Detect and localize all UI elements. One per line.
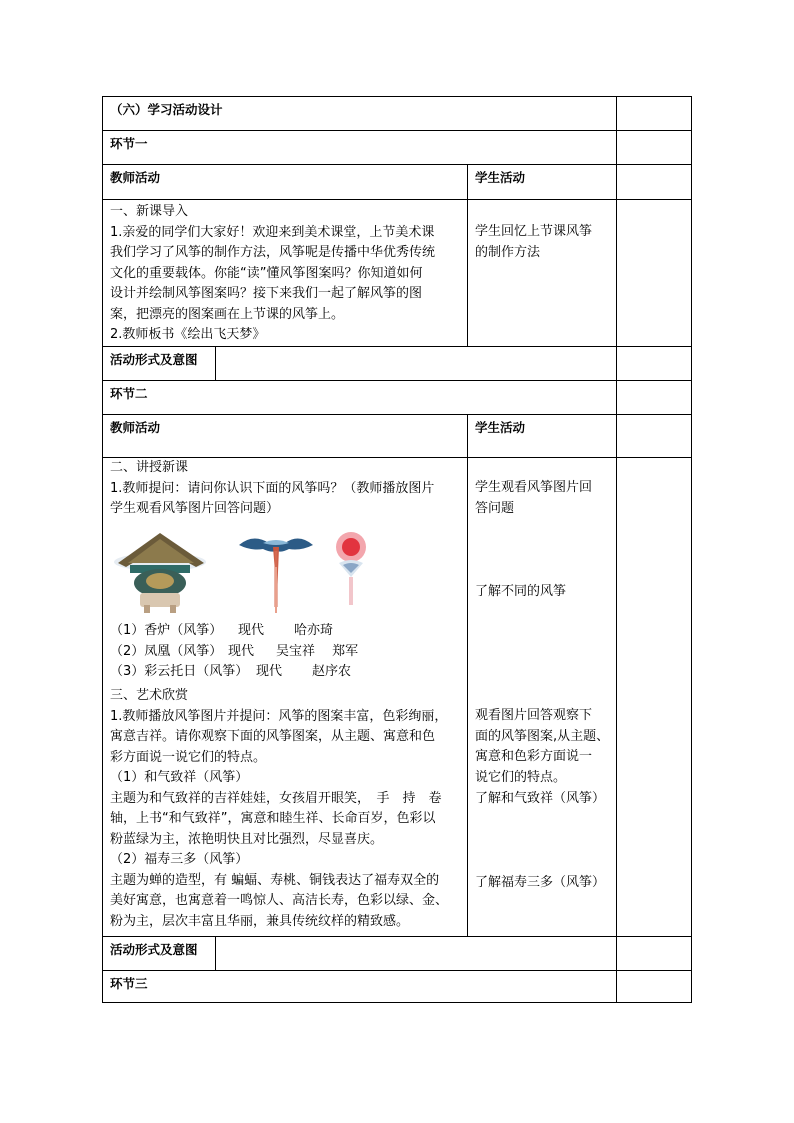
- student-note-understand: 了解不同的风筝: [475, 584, 567, 599]
- text-line: 案，把漂亮的图案画在上节课的风筝上。: [110, 306, 345, 322]
- text-line: 2.教师板书《绘出飞天梦》: [110, 327, 266, 342]
- student-note-fssd: 了解福寿三多（风筝）: [475, 875, 606, 890]
- stage1-student-activity: [468, 200, 616, 346]
- incense-burner-kite-image: [114, 533, 206, 613]
- text-line: 我们学习了风筝的制作方法，风筝呢是传播中华优秀传统: [110, 245, 436, 260]
- text-line: 设计并绘制风筝图案吗？接下来我们一起了解风筝的图: [110, 286, 423, 301]
- text-line: 彩方面说一说它们的特点。: [110, 749, 267, 765]
- stage2-title: 环节二: [110, 386, 148, 401]
- text-line: 粉为主，层次丰富且华丽，兼具传统纹样的精致感。: [110, 913, 410, 929]
- text-line: 学生观看风筝图片回: [475, 480, 593, 495]
- student-note-observe-patterns: [468, 706, 616, 790]
- stage2-form-label: 活动形式及意图: [110, 942, 198, 957]
- phoenix-kite-image: [239, 538, 313, 613]
- text-line: 1.教师提问：请问你认识下面的风筝吗？（教师播放图片: [110, 480, 435, 496]
- section-title: （六）学习活动设计: [110, 102, 223, 117]
- kite-list-item: （2）凤凰（风筝） 现代 吴宝祥 郑军: [110, 643, 359, 659]
- sun-cloud-kite-image: [336, 532, 366, 605]
- text-line: （2）福寿三多（风筝）: [110, 852, 249, 867]
- stage1-teacher-header: 教师活动: [110, 170, 161, 185]
- text-line: 三、艺术欣赏: [110, 688, 189, 703]
- text-line: 轴，上书“和气致祥”，寓意和睦生祥、长命百岁，色彩以: [110, 811, 436, 826]
- text-line: 粉蓝绿为主，浓艳明快且对比强烈，尽显喜庆。: [110, 831, 384, 847]
- kite-list-item: （1）香炉（风筝） 现代 哈亦琦: [110, 623, 334, 638]
- text-line: 主题为和气致祥的吉祥娃娃，女孩眉开眼笑， 手 持 卷: [110, 790, 442, 806]
- text-line: 主题为蝉的造型，有 蝙蝠、寿桃、铜钱表达了福寿双全的: [110, 872, 440, 888]
- kite-list-item: （3）彩云托日（风筝） 现代 赵序农: [110, 664, 352, 679]
- kite-list: [103, 621, 467, 685]
- text-line: 1.教师播放风筝图片并提问：风筝的图案丰富，色彩绚丽，: [110, 708, 448, 724]
- stage2-teacher-header: 教师活动: [110, 420, 161, 435]
- stage1-form-label: 活动形式及意图: [110, 352, 198, 367]
- text-line: 观看图片回答观察下: [475, 708, 593, 723]
- stage1-form-value: [216, 347, 616, 380]
- text-line: 学生回忆上节课风筝: [475, 224, 593, 239]
- text-line: 美好寓意，也寓意着一鸣惊人、高洁长寿，色彩以绿、金、: [110, 893, 449, 908]
- student-note-hqzx: 了解和气致祥（风筝）: [475, 791, 606, 806]
- text-line: 学生观看风筝图片回答问题）: [110, 501, 280, 516]
- stage2-form-value: [216, 937, 616, 970]
- stage1-teacher-activity: [103, 200, 467, 346]
- stage3-title: 环节三: [110, 976, 148, 991]
- student-note-observe-kites: [468, 478, 616, 522]
- text-line: 寓意吉祥。请你观察下面的风筝图案，从主题、寓意和色: [110, 729, 436, 744]
- text-line: 文化的重要载体。你能“读”懂风筝图案吗？你知道如何: [110, 265, 423, 281]
- text-line: 寓意和色彩方面说一: [475, 749, 593, 764]
- stage1-title: 环节一: [110, 136, 148, 151]
- kite-images: [108, 527, 468, 617]
- text-line: 面的风筝图案,从主题、: [475, 728, 610, 744]
- stage2-teacher-appreciation: [103, 683, 467, 935]
- stage2-teacher-intro: [103, 458, 467, 538]
- text-line: 1.亲爱的同学们大家好！欢迎来到美术课堂，上节美术课: [110, 224, 435, 240]
- stage1-student-header: 学生活动: [475, 170, 526, 185]
- text-line: 说它们的特点。: [475, 769, 567, 785]
- text-line: （1）和气致祥（风筝）: [110, 770, 249, 785]
- text-line: 答问题: [475, 500, 515, 516]
- stage2-student-header: 学生活动: [475, 420, 526, 435]
- text-line: 的制作方法: [475, 244, 541, 260]
- text-line: 一、新课导入: [110, 204, 189, 219]
- text-line: 二、讲授新课: [110, 460, 189, 475]
